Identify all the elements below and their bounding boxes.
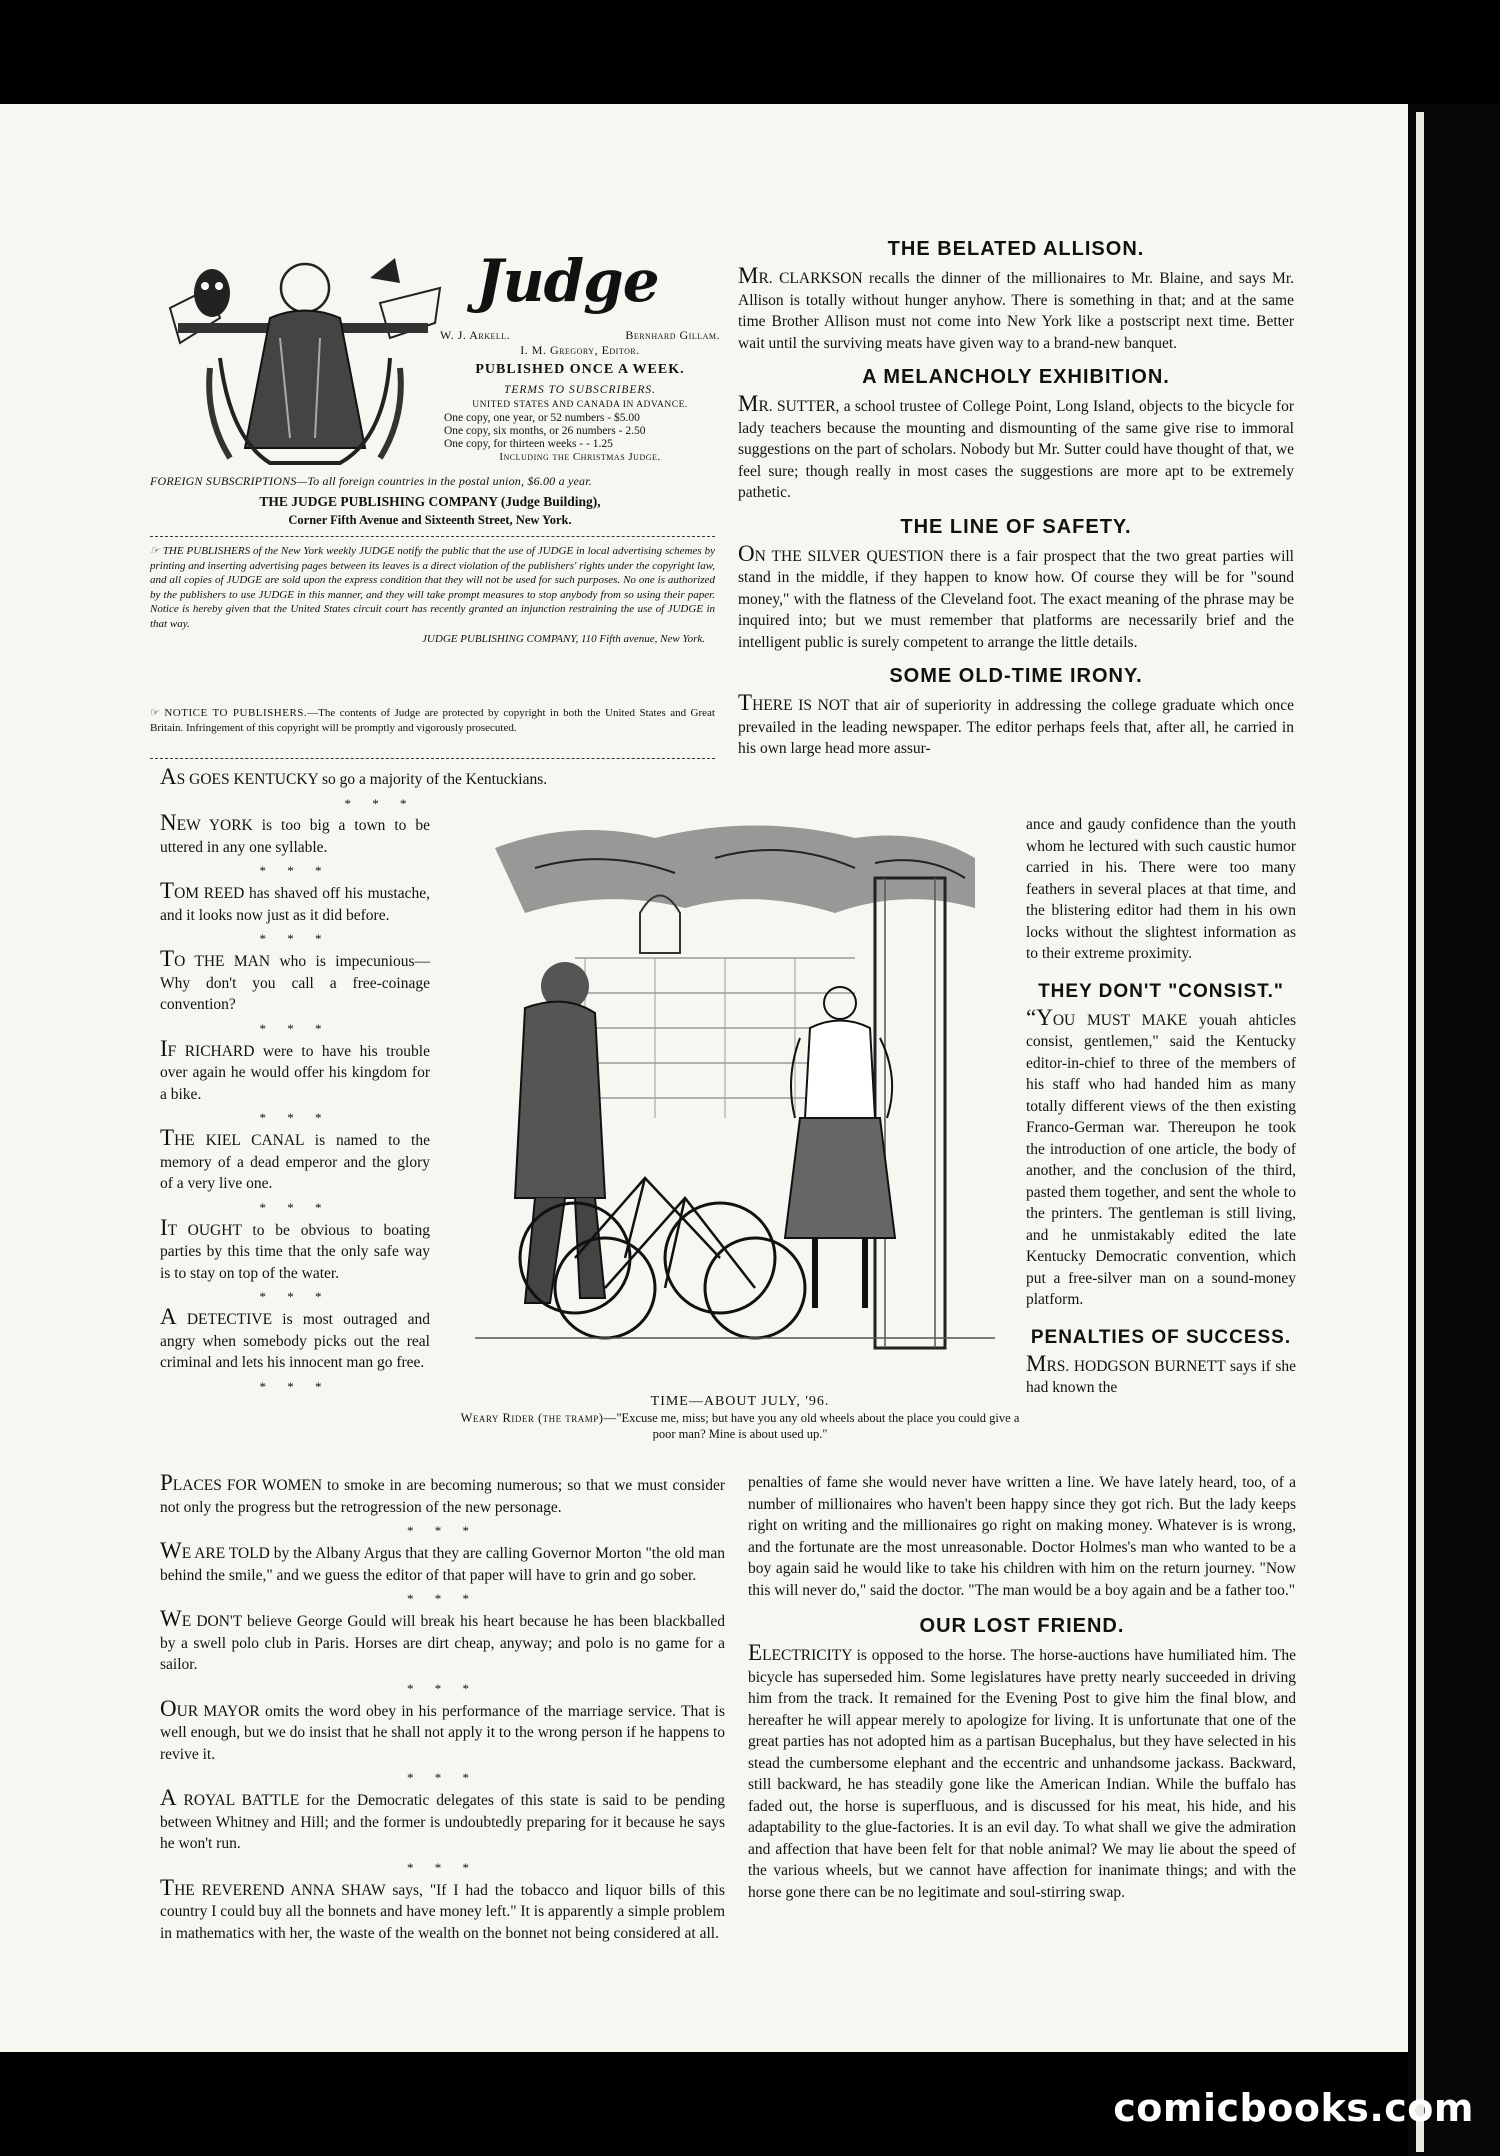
article-melancholy [738, 366, 1294, 504]
article-penalties [1026, 1327, 1296, 1399]
caption-text: "Excuse me, miss; but have you any old wheels about the place you could give a poor man? Mine is about used up." [616, 1411, 1020, 1441]
article-text: R. CLARKSON recalls the dinner of the millionaires to Mr. Blaine, and says Mr. Allison is totally without hunger anyhow. There is something in that; and at the same time Brother Allison must not come into New York like a postscript next time. Better wait until the surviving meats have given way to a brand-new banquet. [738, 270, 1294, 352]
drop-letter: T [160, 946, 175, 971]
separator-stars: * * * [259, 931, 331, 946]
caption-title: TIME—ABOUT JULY, '96. [650, 1394, 830, 1409]
judge-mascot-illustration [150, 248, 455, 476]
drop-letter: T [160, 1874, 175, 1900]
separator-stars: * * * [407, 1591, 478, 1606]
cartoon-illustration [455, 818, 1015, 1373]
drop-letter: A [160, 1785, 177, 1810]
publishers-notice [150, 544, 715, 646]
separator-stars: * * * [259, 1020, 331, 1036]
drop-letter: A [160, 764, 177, 789]
article-friend [748, 1615, 1296, 1903]
brief-text: O THE MAN who is impecunious—Why don't you call a free-coinage convention? [160, 953, 430, 1013]
brief [160, 1127, 430, 1215]
drop-letter: N [160, 810, 177, 835]
staff-right: Bernhard Gillam. [625, 328, 720, 342]
brief-text: UR MAYOR omits the word obey in his performance of the marriage service. That is well enough, but we do insist that he shall not apply it to the wrong person if he happens to revive it. [160, 1702, 725, 1763]
article-irony [738, 665, 1294, 760]
terms-title: TERMS TO SUBSCRIBERS. [503, 384, 657, 396]
drop-letter: I [160, 1035, 168, 1061]
brief [160, 1035, 430, 1126]
drop-letter: T [160, 878, 175, 903]
drop-letter: M [1026, 1350, 1047, 1376]
brief [160, 1695, 725, 1786]
brief [160, 812, 430, 878]
separator-stars: * * * [259, 1289, 331, 1304]
brief [160, 1540, 725, 1606]
brief [160, 1214, 430, 1305]
brief [160, 1306, 430, 1394]
brief-text: HE REVEREND ANNA SHAW says, "If I had the tobacco and liquor bills of this country I could buy all the bonnets and have money left." It is apparently a simple problem in mathematics with her, the waste of the wealth on the bonnet not being considered at all. [160, 1881, 725, 1942]
brief-kentucky [160, 766, 600, 813]
drop-letter: P [160, 1470, 173, 1495]
brief-text: LACES FOR WOMEN to smoke in are becoming numerous; so that we must consider not only the progress but the retrogression of the new personage. [160, 1477, 725, 1516]
brief [160, 1608, 725, 1696]
masthead-title: Judge [476, 247, 659, 315]
staff-credits [440, 328, 720, 358]
article-title: THE BELATED ALLISON. [887, 238, 1145, 260]
articles-narrow-right [1026, 814, 1296, 1399]
divider [150, 536, 715, 537]
brief-text: S GOES KENTUCKY so go a majority of the Kentuckians. [176, 771, 548, 788]
article-text: OU MUST MAKE youah ahticles consist, gentlemen," said the Kentucky editor-in-chief to three of the members of his staff who had handed him as many totally different views of the then existing Franco-German war. Thereupon he took the introduction of one article, the body of another, and the conclusion of the third, pasted them together, and sent the whole to the printers. The gentleman is still living, and he unmistakably edited the late Kentucky Democratic convention, which put a free-silver man on a sound-money platform. [1026, 1011, 1296, 1308]
publisher-address [150, 493, 710, 529]
christmas-note: Including the Christmas Judge. [499, 451, 661, 463]
separator-stars: * * * [407, 1859, 478, 1875]
subscription-box [430, 362, 730, 464]
brief-text: E ARE TOLD by the Albany Argus that they are calling Governor Morton "the old man behind the smile," and we guess the editor of that paper will have to grin and go sober. [160, 1545, 725, 1584]
separator-stars: * * * [259, 1110, 331, 1125]
drop-letter: O [738, 540, 755, 566]
article-safety [738, 516, 1294, 654]
separator-stars: * * * [259, 1199, 331, 1215]
articles-top [738, 238, 1294, 760]
drop-letter: O [160, 1695, 177, 1721]
brief-text: DETECTIVE is most outraged and angry when somebody picks out the real criminal and lets his innocent man go free. [160, 1311, 430, 1371]
separator-stars: * * * [344, 795, 416, 811]
separator-stars: * * * [259, 1378, 331, 1394]
brief-text: ROYAL BATTLE for the Democratic delegates of this state is said to be pending between Whitney and Hill; and the former is undoubtedly preparing for it because he says he won't run. [160, 1792, 725, 1852]
divider [150, 758, 715, 759]
copyright-notice-text: —The contents of Judge are protected by copyright in both the United States and Great Britain. Infringement of this copyright will be promptly and vigorously prosecuted. [150, 707, 715, 734]
brief-text: OM REED has shaved off his mustache, and it looks now just as it did before. [160, 885, 430, 924]
briefs-column-narrow [160, 812, 430, 1396]
drop-letter: W [160, 1606, 182, 1631]
article-text: RS. HODGSON BURNETT says if she had known the [1026, 1357, 1296, 1396]
terms-list [430, 412, 730, 451]
separator-stars: * * * [407, 1523, 478, 1538]
drop-letter: M [738, 263, 759, 288]
staff-left: W. J. Arkell. [440, 328, 511, 342]
term-line: One copy, six months, or 26 numbers - 2.50 [444, 425, 646, 437]
brief [160, 1787, 725, 1875]
copyright-notice [150, 706, 715, 735]
irony-continued: ance and gaudy confidence than the youth whom he lectured with such caustic humor carried in his. There were too many feathers in several places at that time, and the blistering editor had them in his own locks without the slightest information as to their extreme proximity. [1026, 816, 1296, 962]
term-line: One copy, one year, or 52 numbers - $5.00 [444, 412, 640, 424]
brief-text: T OUGHT to be obvious to boating parties by this time that the only safe way is to stay on top of the water. [160, 1221, 430, 1282]
article-title: THE LINE OF SAFETY. [900, 515, 1132, 538]
articles-bottom-right [748, 1472, 1296, 1903]
company-address: Corner Fifth Avenue and Sixteenth Street, New York. [288, 513, 572, 527]
article-text: LECTRICITY is opposed to the horse. The horse-auctions have humiliated him. The bicycle has superseded him. Some legislatures have pretty nearly succeeded in driving him from the track. It remained for the Evening Post to give him the final blow, and hereafter he will appear merely to apologize for living. It is unfortunate that one of the great parties has not adopted him as a partisan Bucephalus, but they have selected in his stead the cumbersome elephant and the eccentric and unhandsome jackass. Backward, still backward, he has steadily gone like the American Indian. While the buffalo has faded out, the horse is superfluous, and is discussed for his meat, his hide, and his adaptability to the glue-factories. It is an evil day. To what shall we give the admiration and affection that have been felt for that noble animal? We may lie about the speed of the various wheels, but we cannot have affection for inanimate things; and with the horse gone there can be no legitimate and soul-stirring swap. [748, 1647, 1296, 1901]
publishers-signature: JUDGE PUBLISHING COMPANY, 110 Fifth avenue, New York. [422, 632, 705, 645]
article-allison [738, 238, 1294, 354]
article-consist [1026, 981, 1296, 1311]
page-edge-highlight [1416, 112, 1424, 2152]
drop-letter: T [160, 1125, 175, 1150]
pointing-hand-icon: ☞ [150, 707, 165, 719]
brief-text: F RICHARD were to have his trouble over again he would offer his kingdom for a bike. [160, 1042, 430, 1103]
term-line: One copy, for thirteen weeks - - 1.25 [444, 438, 613, 450]
caption-speaker: Weary Rider (the tramp)— [460, 1411, 617, 1425]
copyright-notice-head: NOTICE TO PUBLISHERS. [164, 707, 308, 719]
article-title: PENALTIES OF SUCCESS. [1030, 1326, 1292, 1348]
drop-letter: E [748, 1640, 763, 1665]
article-text: R. SUTTER, a school trustee of College Point, Long Island, objects to the bicycle for lady teachers because the mounting and dismounting of the same give rise to immoral suggestions on the part of scholars. Nobody but Mr. Sutter could have thought of that, we feel sure; though really in most cases the suggestions are more apt to be extremely pathetic. [738, 398, 1294, 501]
briefs-column-wide [160, 1472, 725, 1950]
caption-body [460, 1410, 1020, 1442]
article-title: THEY DON'T "CONSIST." [1038, 980, 1284, 1002]
drop-letter: W [160, 1538, 182, 1563]
drop-letter: I [160, 1214, 168, 1240]
brief [160, 1874, 725, 1945]
company-name: THE JUDGE PUBLISHING COMPANY (Judge Building), [259, 494, 601, 509]
article-text: N THE SILVER QUESTION there is a fair prospect that the two great parties will stand in the middle, if they happen to know how. Of course they will be for "sound money," with the flatness of the Cleveland foot. The exact meaning of the phrase may be inquired into; but we must remember that platforms are necessarily brief and the intelligent public is surely competent to arrange the little details. [738, 547, 1294, 651]
pointing-hand-icon: ☞ [150, 545, 163, 557]
penalties-continued: penalties of fame she would never have written a line. We have lately heard, too, of a number of millionaires who haven't been happy since they got rich. But the lady keeps right on writing and the millionaires go right on making money. Whatever is is wrong, and the fortunate are the most unreasonable. Doctor Holmes's man who wanted to be a boy again said he would like to take his children with him on the return journey. "Now this will never do," said the doctor. "The man would be a boy again and be a father too." [748, 1474, 1296, 1599]
terms-region: UNITED STATES AND CANADA IN ADVANCE. [472, 400, 688, 410]
separator-stars: * * * [259, 863, 331, 878]
published-weekly: PUBLISHED ONCE A WEEK. [475, 362, 685, 377]
brief-text: E DON'T believe George Gould will break his heart because he has been blackballed by a swell polo club in Paris. Horses are dirt cheap, anyway; and polo is no game for a sailor. [160, 1613, 725, 1673]
article-title: SOME OLD-TIME IRONY. [889, 665, 1143, 687]
article-title: A MELANCHOLY EXHIBITION. [862, 366, 1170, 388]
foreign-subscriptions: FOREIGN SUBSCRIPTIONS—To all foreign countries in the postal union, $6.00 a year. [150, 474, 592, 488]
brief [160, 948, 430, 1036]
brief-text: HE KIEL CANAL is named to the memory of a dead emperor and the glory of a very live one. [160, 1132, 430, 1192]
drop-letter: T [738, 690, 753, 715]
watermark: comicbooks.com [1113, 2086, 1474, 2130]
drop-letter: A [160, 1304, 177, 1329]
brief [160, 880, 430, 946]
article-text: HERE IS NOT that air of superiority in addressing the college graduate which once prevailed in the leading newspaper. The editor perhaps feels that, after all, he carried in his own large head more assur- [738, 697, 1294, 757]
publishers-notice-text: THE PUBLISHERS of the New York weekly JUDGE notify the public that the use of JUDGE in local advertising schemes by printing and inserting advertising pages between its leaves is a direct violation of the publishers' rights under the copyright law, and all copies of JUDGE are sold upon the express condition that they will not be used for such purposes. No one is authorized by the publishers to use JUDGE in this manner, and they will take prompt measures to stop anybody from so using their paper. Notice is hereby given that the United States circuit court has recently granted an injunction restraining the use of JUDGE in that way. [150, 545, 715, 630]
brief-text: EW YORK is too big a town to be uttered in any one syllable. [160, 817, 430, 856]
separator-stars: * * * [407, 1680, 478, 1696]
editor-credit: I. M. Gregory, Editor. [520, 343, 640, 357]
drop-letter: M [738, 391, 759, 416]
article-title: OUR LOST FRIEND. [919, 1615, 1125, 1637]
cartoon-caption [460, 1394, 1020, 1442]
brief [160, 1472, 725, 1538]
separator-stars: * * * [407, 1770, 478, 1785]
drop-letter: “Y [1026, 1004, 1053, 1030]
